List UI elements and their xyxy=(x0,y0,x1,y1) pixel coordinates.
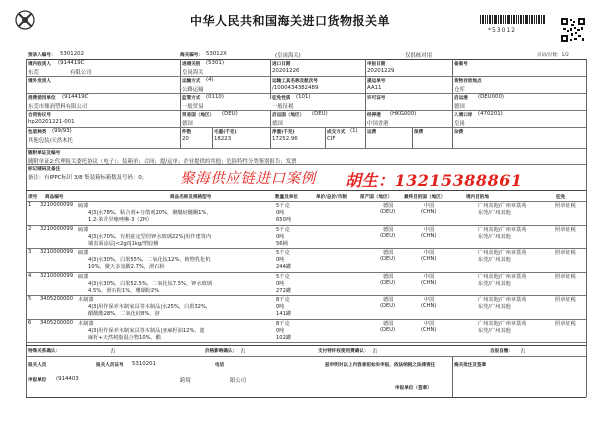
goods-row-1-qty2: 0吨 xyxy=(276,210,285,216)
goods-row-4-dest-code: (CHN) xyxy=(421,279,437,286)
goods-row-5-origin-code: (DEU) xyxy=(380,303,396,309)
goods-row-6-origin: 德国 xyxy=(383,320,394,327)
goods-row-1-no: 1 xyxy=(28,202,32,208)
goods-row-4-origin-code: (DEU) xyxy=(380,279,396,286)
goods-row-3-code: 3210000099 xyxy=(40,249,74,255)
transport-code: (4) xyxy=(206,77,214,83)
goods-row-3-dest-code: (CHN) xyxy=(421,256,437,262)
pack-code: (99/93) xyxy=(52,128,72,134)
goods-row-4-tax: 照章征税 xyxy=(555,273,576,280)
goods-row-2-code: 3210000099 xyxy=(40,225,74,232)
tax-value: 一般征税 xyxy=(272,104,294,110)
col-header-qty: 数量及单位 xyxy=(275,195,298,200)
declare-date-label: 申报日期 xyxy=(367,62,386,67)
origin-port-code: (DEU000) xyxy=(478,94,504,100)
goods-row-2-place2: 东莞/广州其他 xyxy=(478,233,511,240)
goods-row-1-qty3: 650吨 xyxy=(276,217,292,223)
goods-row-1-dest-code: (CHN) xyxy=(421,209,437,215)
pieces-label: 件数 xyxy=(182,130,192,135)
user-label: 消费使用单位 xyxy=(28,96,56,101)
row1-bottom-line xyxy=(26,76,586,77)
goods-row-6-place2: 东莞/广州其他 xyxy=(478,327,511,334)
goods-row-3-spec2: 10%，聚天多氢酸2.7%，滑石粉 xyxy=(88,264,165,270)
page-number: 页码/页数：1/2 xyxy=(537,53,569,58)
goods-row-4-spec1: 4|3|水30%，白墨52.5%，二氧化钛7.5%，钾水玻璃 xyxy=(88,280,212,287)
consignee-label: 境内收货人 xyxy=(28,62,51,67)
goods-row-2-name: 硫漆 xyxy=(78,226,89,233)
goods-row-1-spec2: 1.2-苯并异噻唑啉-3（2H） xyxy=(88,217,152,223)
goods-row-2-qty3: 56桶 xyxy=(276,240,288,247)
col-header-dest: 最终目的国（地区） xyxy=(404,195,446,200)
royalty-value: 否 xyxy=(372,349,378,355)
goods-row-1-origin-code: (DEU) xyxy=(380,209,396,215)
pack-value: 其他包装/天然木托 xyxy=(28,138,73,144)
pieces-value: 20 xyxy=(182,136,189,142)
tax-code: (101) xyxy=(296,94,311,100)
goods-row-3-no: 3 xyxy=(28,249,32,255)
docs-label: 随附单证及编号 xyxy=(28,151,61,156)
col-header-tax: 征免 xyxy=(556,195,566,200)
terms-label: 成交方式 xyxy=(327,130,346,135)
goods-row-6-origin-code: (DEU) xyxy=(380,326,396,333)
goods-row-4-code: 3210000099 xyxy=(40,272,74,279)
goods-row-6-qty3: 102罐 xyxy=(276,334,292,341)
declarant-name2: 限公司 xyxy=(230,378,247,384)
goods-row-4-spec2: 4.5%，滑石粉1%，珊瑚粉2% xyxy=(88,287,160,294)
goods-row-5-qty3: 141罐 xyxy=(276,311,292,317)
row4-divider-c xyxy=(365,110,366,148)
goods-row-5-place2: 东莞/广州其他 xyxy=(478,304,511,310)
goods-row-6-dest: 中国 xyxy=(424,320,435,327)
trade-country-code: (DEU) xyxy=(222,111,238,117)
phone-label: 电话 xyxy=(215,363,225,368)
goods-row-2-spec2: 墙表面涂层|<2g/l|1kg/塑胶桶 xyxy=(88,240,159,247)
customs-emblem-icon xyxy=(14,9,36,31)
customs-name: (皇岗海关) xyxy=(275,53,301,59)
exit-port-label: 进境关别 xyxy=(182,62,201,67)
goods-row-6-code: 3405200000 xyxy=(40,319,74,326)
goods-row-5-code: 3405200000 xyxy=(40,296,74,302)
goods-row-4-place2: 东莞/广州其他 xyxy=(478,280,511,287)
stop-port-code: (HKG000) xyxy=(390,111,417,117)
goods-row-4-qty2: 0吨 xyxy=(276,280,285,287)
bill-value: AA11 xyxy=(367,85,382,91)
consignee-name2: 有限公司 xyxy=(70,70,92,76)
goods-row-5-tax: 照章征税 xyxy=(555,297,576,303)
price-impact-value: 否 xyxy=(240,349,246,355)
declarant-seal: 申报单位（签章） xyxy=(395,386,432,391)
shipper-label: 境外发货人 xyxy=(28,79,51,84)
import-date-label: 进口日期 xyxy=(272,62,291,67)
record-label: 备案号 xyxy=(454,62,468,67)
row5-divider-c2 xyxy=(412,127,413,148)
pack-label: 包装种类 xyxy=(28,130,47,135)
col-header-name: 商品名称及规格型号 xyxy=(170,195,212,200)
goods-row-4-qty3: 272罐 xyxy=(276,287,292,294)
preentry-label: 预录入编号： xyxy=(28,53,56,58)
goods-row-5-name: 木制漆 xyxy=(78,297,94,303)
contract-value: hp20201221-001 xyxy=(28,119,75,125)
footer-top-line xyxy=(26,345,586,346)
net-label: 净重(千克) xyxy=(272,130,295,135)
supervision-code: (0110) xyxy=(206,94,224,100)
goods-row-5-qty1: 8千克 xyxy=(276,297,290,303)
self-pay-label: 自报自缴： xyxy=(490,349,513,354)
col-header-code: 商品编号 xyxy=(45,195,64,200)
row5-bottom-line xyxy=(26,148,586,149)
declarant-label: 申报单位 xyxy=(28,378,47,383)
user-name: 东莞市鼎润塑料有限公司 xyxy=(28,104,88,110)
entry-id-label: 报关人员证号 xyxy=(96,363,124,368)
watermark-contact: 胡生：13215388861 xyxy=(345,171,523,190)
entry-person-label: 报关人员 xyxy=(28,363,47,368)
goods-row-5-qty2: 0吨 xyxy=(276,304,285,310)
import-date-value: 20201226 xyxy=(272,68,300,74)
frame-right-line xyxy=(586,59,587,397)
col-header-no: 项号 xyxy=(28,195,38,200)
bill-label: 提运单号 xyxy=(367,79,386,84)
transport-label: 运输方式 xyxy=(182,79,201,84)
entry-port-code: (470201) xyxy=(478,111,503,117)
goods-row-5-dest: 中国 xyxy=(424,297,435,303)
entry-id-value: 5310201 xyxy=(132,361,157,367)
goods-row-3-origin-code: (DEU) xyxy=(380,256,396,262)
goods-row-4-origin: 德国 xyxy=(383,273,394,280)
col-header-price: 单价/总价/币制 xyxy=(316,195,347,200)
trade-country-label: 贸易国（地区） xyxy=(182,113,215,118)
declaration-text: 兹申明对以上内容承担如实申报、依法纳税之法律责任 xyxy=(325,363,436,368)
customs-remark-label: 海关批注及签章 xyxy=(454,363,487,368)
goods-row-1-name: 硫漆 xyxy=(78,203,89,209)
origin-port-label: 启运港 xyxy=(454,96,468,101)
terms-code: (1) xyxy=(350,128,358,134)
consignee-code: (914419C xyxy=(58,60,85,66)
goods-row-4-qty1: 5千克 xyxy=(276,273,290,280)
frame-bottom-line xyxy=(26,397,586,398)
goods-row-5-place: 广州其他/广州章荔苑 xyxy=(478,297,527,303)
goods-row-4-name: 硫漆 xyxy=(78,273,89,280)
self-pay-value: 否 xyxy=(520,349,526,355)
goods-row-3-qty2: 0吨 xyxy=(276,257,285,263)
depart-country-label: 启运国（地区） xyxy=(272,113,305,118)
goods-row-6-no: 6 xyxy=(28,319,32,326)
preentry-value: 5301202 xyxy=(60,51,85,57)
goods-row-6-qty2: 0吨 xyxy=(276,327,285,334)
consignee-name1: 东莞 xyxy=(28,70,39,76)
row4-bottom-line xyxy=(26,127,586,128)
goods-row-4-dest: 中国 xyxy=(424,273,435,280)
goods-row-separator xyxy=(26,342,586,343)
goods-row-3-place: 广州其他/广州章荔苑 xyxy=(478,250,527,256)
vehicle-value: /1000434382489 xyxy=(272,85,319,91)
row4-divider-a xyxy=(180,110,181,148)
goods-row-6-name: 木制漆 xyxy=(78,320,94,327)
customs-no-label: 海关编号： xyxy=(180,53,203,58)
transport-value: 公路运输 xyxy=(182,87,204,93)
net-value: 17252.96 xyxy=(272,136,298,142)
freight-label: 运费 xyxy=(367,130,377,135)
depart-country-code: (DEU) xyxy=(312,111,328,117)
goods-row-2-dest-code: (CHN) xyxy=(421,232,437,239)
goods-row-1-tax: 照章征税 xyxy=(555,203,576,209)
depart-country-value: 德国 xyxy=(272,121,283,127)
supervision-label: 监管方式 xyxy=(182,96,201,101)
col-header-place: 境内目的地 xyxy=(466,195,489,200)
origin-port-value: 德国 xyxy=(454,104,465,110)
goods-row-2-origin-code: (DEU) xyxy=(380,232,396,239)
goods-row-1-qty1: 5千克 xyxy=(276,203,290,209)
stop-port-label: 经停港 xyxy=(367,113,381,118)
goods-row-6-dest-code: (CHN) xyxy=(421,326,437,333)
goods-row-6-spec1: 4|3|用作保养木制家具等木制品|亚麻籽油12%，蓖 xyxy=(88,327,205,334)
goods-row-4-no: 4 xyxy=(28,272,32,279)
goods-row-5-spec1: 4|3|用作保养木制家具等木制品|水25%，白墨32%， xyxy=(88,304,212,310)
goods-row-5-spec2: 醋酸酯28%，二氧化硅8%，溶 xyxy=(88,311,160,317)
docs-bottom-line xyxy=(26,164,586,165)
goods-row-3-spec1: 4|3|水30%，白墨55%，二氧化钛12%，植物乳化机 xyxy=(88,257,211,263)
storage-label: 货物存放地点 xyxy=(454,79,482,84)
goods-row-2-spec1: 4|3|水70%，有机硅定型的钾水玻璃22%|用作建筑内 xyxy=(88,233,212,240)
goods-row-3-qty1: 5千克 xyxy=(276,250,290,256)
special-value: 否 xyxy=(110,349,116,355)
col-header-origin: 原产国（地区） xyxy=(360,195,393,200)
goods-row-1-origin: 德国 xyxy=(383,203,394,209)
document-title: 中华人民共和国海关进口货物报关单 xyxy=(190,14,391,28)
docs-value: 随附单证2:代理报关委托协议（电子）；装箱单；合同；提/运单；企业提供的其他；危险特性分类鉴别报告；发票 xyxy=(28,159,297,165)
goods-row-2-no: 2 xyxy=(28,225,32,232)
goods-row-1-place2: 东莞/广州其他 xyxy=(478,210,511,216)
table-header-top-line xyxy=(26,190,586,191)
trade-country-value: 德国 xyxy=(182,121,193,127)
entry-port-label: 入境口岸 xyxy=(454,113,473,118)
stop-port-value: 中国香港 xyxy=(367,121,389,127)
goods-row-2-qty1: 5千克 xyxy=(276,226,290,233)
frame-top-line xyxy=(26,59,586,60)
goods-row-2-dest: 中国 xyxy=(424,226,435,233)
exit-port-value: 皇岗海关 xyxy=(182,70,204,76)
goods-row-4-place: 广州其他/广州章荔苑 xyxy=(478,273,527,280)
goods-row-2-tax: 照章征税 xyxy=(555,226,576,233)
user-code: (914419C xyxy=(62,94,89,100)
marks-value: 备注：有IPPC标识 3/8 集装箱标箱数及号码：0； xyxy=(28,175,148,181)
watermark-company: 聚海供应链进口案例 xyxy=(180,171,316,187)
declare-date-value: 20201229 xyxy=(367,68,395,74)
row4-divider-d xyxy=(452,110,453,148)
vehicle-label: 运输工具名称及航次号 xyxy=(272,79,318,84)
footer-divider xyxy=(452,356,453,397)
row4-divider-b xyxy=(270,110,271,148)
goods-row-3-place2: 东莞/广州其他 xyxy=(478,257,511,263)
goods-row-5-no: 5 xyxy=(28,296,32,302)
goods-row-6-spec2: 麻籽+天然树脂混合物10%，醋 xyxy=(88,334,161,341)
barcode-icon xyxy=(480,15,546,24)
goods-row-3-name: 硫漆 xyxy=(78,250,89,256)
footer-mid-line xyxy=(26,356,586,357)
goods-row-1-place: 广州其他/广州章荔苑 xyxy=(478,203,527,209)
gross-label: 毛重(千克) xyxy=(214,130,237,135)
price-impact-label: 价格影响确认： xyxy=(205,349,238,354)
misc-label: 杂费 xyxy=(454,130,464,135)
customs-no-value: 53012X xyxy=(206,51,227,57)
gross-value: 18223 xyxy=(214,136,232,142)
exit-port-code: (5301) xyxy=(206,60,224,66)
goods-row-2-place: 广州其他/广州章荔苑 xyxy=(478,226,527,233)
license-label: 许可证号 xyxy=(367,96,386,101)
contract-label: 合同协议号 xyxy=(28,113,51,118)
goods-row-5-origin: 德国 xyxy=(383,297,394,303)
declarant-name1: 跨境 xyxy=(180,378,191,384)
goods-row-1-dest: 中国 xyxy=(424,203,435,209)
goods-row-2-qty2: 0吨 xyxy=(276,233,285,240)
barcode-text: *53012 xyxy=(488,27,517,34)
supervision-value: 一般贸易 xyxy=(182,104,204,110)
storage-value: 仓库 xyxy=(454,87,465,93)
qr-code-icon xyxy=(561,18,585,42)
goods-row-3-tax: 照章征税 xyxy=(555,250,576,256)
goods-row-5-dest-code: (CHN) xyxy=(421,303,437,309)
insurance-label: 保费 xyxy=(414,130,424,135)
marks-label: 标记唛码及备注 xyxy=(28,167,61,172)
special-label: 特殊关系确认： xyxy=(28,349,61,354)
check-use-note: 仅供核对用 xyxy=(405,53,432,59)
entry-port-value: 皇岗 xyxy=(454,121,465,127)
goods-row-1-spec1: 4|3|水78%，粘合剂+分散剂20%，聚醚硅醚酮1%， xyxy=(88,210,212,216)
declarant-code: (914403 xyxy=(56,376,79,382)
goods-row-3-origin: 德国 xyxy=(383,250,394,256)
royalty-label: 支付特许权使用费确认： xyxy=(318,349,369,354)
goods-row-2-origin: 德国 xyxy=(383,226,394,233)
goods-row-3-dest: 中国 xyxy=(424,250,435,256)
row5-divider-a2 xyxy=(212,127,213,148)
goods-row-6-qty1: 8千克 xyxy=(276,320,290,327)
goods-row-6-tax: 照章征税 xyxy=(555,320,576,327)
terms-value: CIF xyxy=(327,136,336,142)
goods-row-3-qty3: 244罐 xyxy=(276,264,292,270)
goods-row-1-code: 3210000099 xyxy=(40,202,74,208)
goods-row-6-place: 广州其他/广州章荔苑 xyxy=(478,320,527,327)
tax-label: 征免性质 xyxy=(272,96,291,101)
row5-divider-b2 xyxy=(325,127,326,148)
